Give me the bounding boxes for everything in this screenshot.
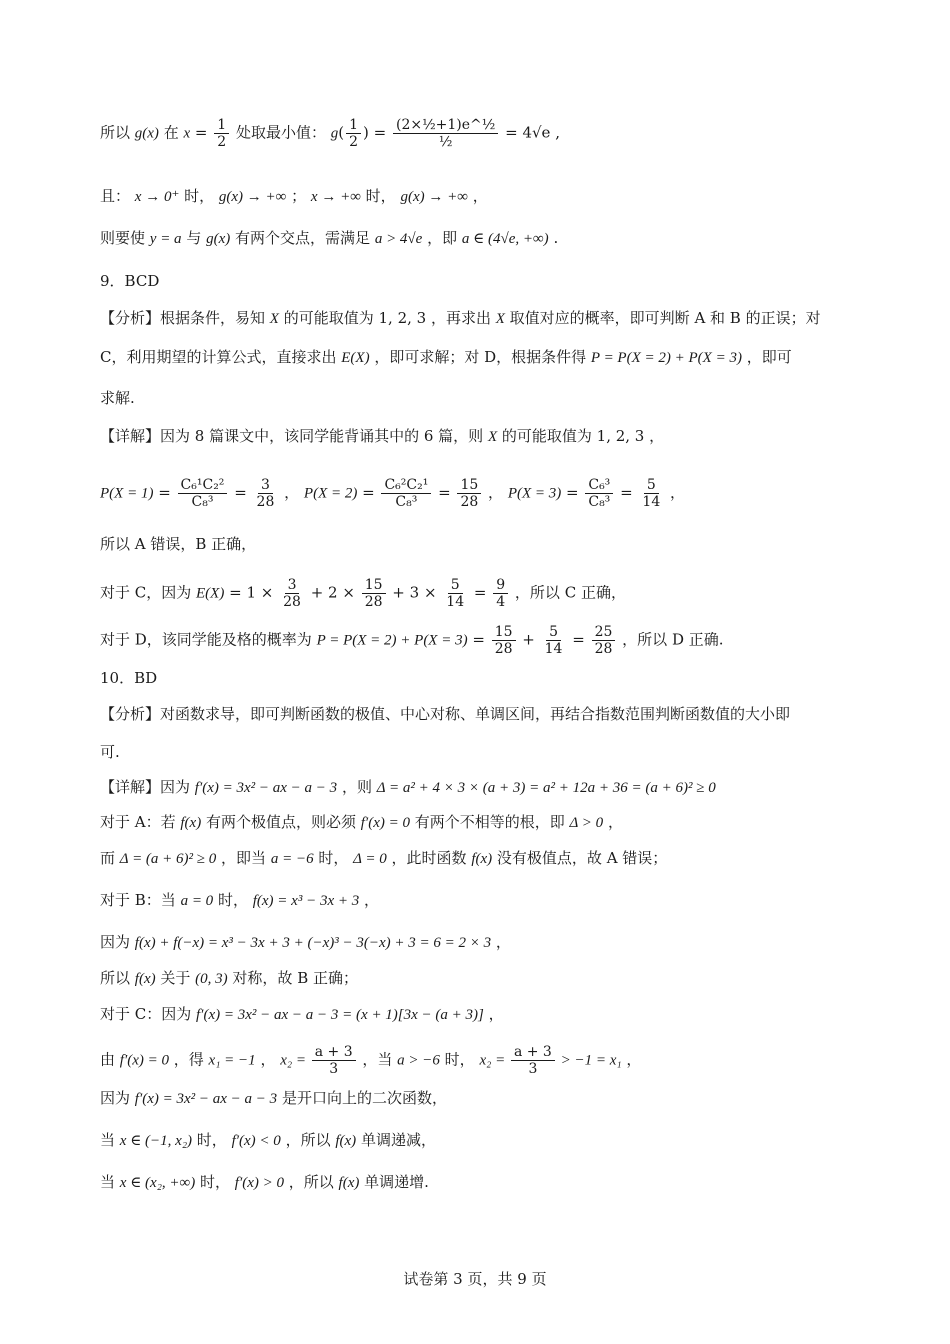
text-run: C，利用期望的计算公式，直接求出 [100, 348, 342, 366]
text-run: 对于 B：当 [100, 891, 181, 909]
text-run: ，所以 [280, 1131, 336, 1149]
text-run: 当 [100, 1173, 120, 1191]
math-expression: a = −6 [270, 851, 314, 867]
text-run: = [357, 483, 380, 502]
fraction [492, 624, 516, 657]
fraction-denominator: 14 [446, 594, 465, 610]
text-run: 对于 C：因为 [100, 1005, 197, 1023]
text-run: 与 [181, 229, 207, 247]
math-expression: Δ > 0 [569, 815, 604, 831]
text-line [100, 307, 854, 330]
fraction-numerator: 3 [258, 477, 273, 494]
math-expression: f′(x) = 0 [360, 815, 410, 831]
text-line [100, 667, 854, 689]
math-expression: P(X = 3) [507, 485, 562, 502]
text-run: = 1 × [224, 583, 279, 602]
fraction [542, 624, 566, 657]
math-expression: X [269, 311, 279, 327]
text-run: 所以 [100, 123, 135, 142]
text-run: ， [621, 1050, 642, 1069]
math-expression: P = P(X = 2) + P(X = 3) [316, 632, 468, 649]
math-expression: y = a [149, 231, 182, 247]
math-expression: X [495, 311, 505, 327]
text-run: ，此时函数 [386, 849, 472, 867]
text-line [100, 1003, 854, 1026]
math-expression: g(x) → +∞ [400, 189, 468, 205]
fraction-numerator: 5 [448, 577, 463, 594]
text-run: 有两个不相等的根，即 [409, 813, 570, 831]
math-expression: x [183, 125, 191, 142]
text-line [100, 931, 854, 954]
text-run: 且： [100, 187, 135, 205]
text-run: 对于 D，该同学能及格的概率为 [100, 630, 317, 649]
text-line [100, 346, 854, 369]
math-expression: a > 4√e [374, 231, 423, 247]
fraction [457, 477, 481, 510]
fraction [393, 117, 498, 150]
fraction-numerator: C₆²C₂¹ [381, 477, 431, 494]
fraction-denominator: 28 [460, 494, 479, 510]
math-expression: a > −6 [397, 1052, 440, 1069]
fraction [346, 117, 361, 150]
text-run: 在 [158, 123, 184, 142]
text-run: 所以 [100, 969, 135, 987]
fraction [312, 1044, 356, 1077]
text-line [100, 703, 854, 725]
fraction-denominator: 28 [283, 594, 301, 610]
text-run: = [190, 123, 213, 142]
fraction-denominator: 28 [594, 641, 613, 657]
text-run: 求解. [100, 389, 135, 407]
text-run: 单调递增. [359, 1173, 429, 1191]
text-run: 的可能取值为 1, 2, 3 ，再求出 [278, 309, 496, 327]
math-expression: > −1 = x₁ [556, 1052, 622, 1069]
math-expression: f′(x) = 0 [119, 1052, 169, 1069]
text-line [100, 477, 854, 510]
fraction-denominator: ½ [438, 134, 453, 150]
math-expression: P = P(X = 2) + P(X = 3) [590, 350, 742, 366]
text-run: 【分析】根据条件，易知 [100, 309, 270, 327]
text-run: 对于 C，因为 [100, 583, 197, 602]
text-run: 因为 [100, 933, 135, 951]
fraction [639, 477, 663, 510]
text-run: 关于 [155, 969, 196, 987]
text-line [100, 741, 854, 763]
fraction-denominator: 28 [494, 641, 513, 657]
math-expression: E(X) [341, 350, 370, 366]
fraction-denominator: 3 [329, 1061, 339, 1077]
fraction-numerator: C₆¹C₂² [178, 477, 228, 494]
text-run: ，即当 [216, 849, 271, 867]
text-line [100, 227, 854, 250]
text-run: ， [359, 891, 380, 909]
text-run: ，所以 D 正确. [617, 630, 724, 649]
text-run: = [229, 483, 252, 502]
fraction-numerator: (2×½+1)e^½ [393, 117, 498, 134]
math-expression: g(x) → +∞ [218, 189, 287, 205]
text-run: 处取最小值： [231, 123, 331, 142]
text-run: ， [603, 813, 623, 831]
text-line [100, 1087, 854, 1110]
math-expression: f(x) = x³ − 3x + 3 [252, 893, 360, 909]
text-run: ， [491, 933, 511, 951]
fraction [214, 117, 229, 150]
math-expression: E(X) [196, 585, 225, 602]
text-run: ，则 [337, 778, 377, 796]
text-run: 时， [213, 891, 253, 909]
text-line [100, 533, 854, 555]
fraction-denominator: 14 [544, 641, 563, 657]
math-expression: x ∈ (−1, x₂) [119, 1133, 193, 1149]
text-line [100, 270, 854, 292]
text-run: 【分析】对函数求导，即可判断函数的极值、中心对称、单调区间，再结合指数范围判断函数值的大小即 [100, 705, 791, 723]
math-expression: f(x) [180, 815, 202, 831]
math-expression: P(X = 2) [303, 485, 358, 502]
math-expression: P(X = 1) [100, 485, 154, 502]
text-run: 则要使 [100, 229, 150, 247]
text-run: ， [483, 1005, 504, 1023]
math-expression: x → 0⁺ [134, 189, 180, 205]
text-line [100, 185, 854, 208]
text-run: 有两个极值点，则必须 [201, 813, 361, 831]
text-line [100, 776, 854, 799]
math-expression: f(x) [335, 1133, 357, 1149]
fraction-numerator: a + 3 [312, 1044, 356, 1061]
fraction-numerator: a + 3 [511, 1044, 555, 1061]
text-run: ， [467, 187, 488, 205]
fraction-numerator: 1 [346, 117, 361, 134]
text-run: ) = [363, 123, 391, 142]
text-run: 有两个交点，需满足 [230, 229, 375, 247]
text-run: 单调递减， [356, 1131, 436, 1149]
math-expression: a ∈ (4√e, +∞) [461, 231, 549, 247]
text-line [100, 811, 854, 834]
fraction [585, 477, 613, 510]
math-expression: x₁ = −1 [208, 1052, 256, 1069]
text-run: 9．BCD [100, 272, 160, 290]
text-run: ( [338, 123, 345, 142]
math-expression: f′(x) = 3x² − ax − a − 3 [194, 780, 338, 796]
math-expression: f′(x) > 0 [234, 1175, 284, 1191]
text-run: = [561, 483, 584, 502]
text-run: 时， [439, 1050, 480, 1069]
text-run: 可. [100, 743, 120, 761]
text-run: = [615, 483, 638, 502]
text-run: 没有极值点，故 A 错误； [492, 849, 668, 867]
text-run: 时， [360, 187, 401, 205]
text-line [100, 624, 854, 657]
fraction [511, 1044, 555, 1077]
text-line [100, 889, 854, 912]
math-expression: f′(x) < 0 [231, 1133, 281, 1149]
text-run: 时， [313, 849, 354, 867]
math-expression: Δ = (a + 6)² ≥ 0 [119, 851, 217, 867]
fraction-numerator: 15 [362, 577, 386, 594]
text-run: = [153, 483, 176, 502]
text-line [100, 1129, 854, 1152]
text-run: 时， [192, 1131, 232, 1149]
text-run: 的可能取值为 1, 2, 3 ， [497, 427, 665, 445]
math-expression: x → +∞ [310, 189, 361, 205]
text-run: = [469, 583, 492, 602]
text-run: ，即 [422, 229, 462, 247]
text-run: = [467, 630, 490, 649]
text-run: = [433, 483, 456, 502]
fraction-numerator: C₆³ [585, 477, 613, 494]
text-run: 因为 [100, 1089, 135, 1107]
math-expression: f′(x) = 3x² − ax − a − 3 = (x + 1)[3x − (a + 3)] [196, 1007, 484, 1023]
math-expression: a = 0 [180, 893, 214, 909]
text-run: 时， [179, 187, 219, 205]
math-expression: g(x) [206, 231, 231, 247]
text-run: 10．BD [100, 669, 158, 687]
text-run: = 4√e , [500, 123, 560, 142]
text-line [100, 1044, 854, 1077]
text-run: ， [279, 483, 304, 502]
text-run: = [567, 630, 590, 649]
math-expression: f(x) + f(−x) = x³ − 3x + 3 + (−x)³ − 3(−x) + 3 = 6 = 2 × 3 [134, 935, 492, 951]
fraction-denominator: C₈³ [588, 494, 611, 510]
fraction-denominator: C₈³ [191, 494, 214, 510]
math-expression: g(x) [134, 125, 159, 142]
fraction-denominator: C₈³ [395, 494, 418, 510]
math-expression: x₂ = [280, 1052, 310, 1069]
math-expression: f(x) [134, 971, 156, 987]
fraction-numerator: 1 [214, 117, 229, 134]
math-expression: X [487, 429, 498, 445]
math-expression: Δ = 0 [353, 851, 387, 867]
text-run: 对称，故 B 正确； [227, 969, 358, 987]
text-run: 【详解】因为 [100, 778, 195, 796]
text-run: + 2 × [305, 583, 360, 602]
fraction [280, 577, 304, 610]
text-run: ，所以 C 正确， [510, 583, 626, 602]
fraction [254, 477, 278, 510]
text-run: ， [483, 483, 508, 502]
text-run: 所以 A 错误，B 正确， [100, 535, 257, 553]
text-line [100, 967, 854, 990]
fraction-numerator: 9 [493, 577, 508, 594]
math-expression: Δ = a² + 4 × 3 × (a + 3) = a² + 12a + 36 = (a + 6)² ≥ 0 [376, 780, 716, 796]
text-line [100, 425, 854, 448]
fraction [362, 577, 386, 610]
math-expression: f(x) [471, 851, 493, 867]
text-run: ， [665, 483, 686, 502]
text-run: 由 [100, 1050, 120, 1069]
fraction-denominator: 28 [256, 494, 275, 510]
math-expression: x₂ = [479, 1052, 509, 1069]
text-run: 取值对应的概率，即可判断 A 和 B 的正误；对 [504, 309, 821, 327]
text-run: 对于 A：若 [100, 813, 181, 831]
text-line [100, 1171, 854, 1194]
text-run: ； [286, 187, 311, 205]
fraction-denominator: 2 [217, 134, 227, 150]
fraction [493, 577, 508, 610]
math-expression: x ∈ (x₂, +∞) [119, 1175, 196, 1191]
text-run: ，当 [357, 1050, 398, 1069]
text-run: + 3 × [387, 583, 442, 602]
fraction [178, 477, 228, 510]
fraction [443, 577, 467, 610]
fraction-numerator: 3 [285, 577, 300, 594]
math-expression: g [330, 125, 339, 142]
fraction-numerator: 15 [492, 624, 516, 641]
math-expression: (0, 3) [195, 971, 228, 987]
fraction-numerator: 5 [644, 477, 659, 494]
text-run: + [517, 630, 540, 649]
fraction [592, 624, 616, 657]
text-run: ，得 [169, 1050, 209, 1069]
page-footer: 试卷第 3 页，共 9 页 [403, 1270, 547, 1288]
math-expression: f′(x) = 3x² − ax − a − 3 [134, 1091, 278, 1107]
fraction-denominator: 28 [364, 594, 383, 610]
text-run: ，即可 [741, 348, 792, 366]
text-run: ，所以 [284, 1173, 339, 1191]
text-line [100, 117, 854, 150]
text-run: . [548, 229, 559, 247]
text-run: 是开口向上的二次函数， [277, 1089, 447, 1107]
fraction-denominator: 4 [496, 594, 506, 610]
text-run: 当 [100, 1131, 120, 1149]
fraction [381, 477, 431, 510]
text-run: 而 [100, 849, 120, 867]
fraction-numerator: 5 [546, 624, 561, 641]
fraction-numerator: 25 [592, 624, 616, 641]
text-run: ，即可求解；对 D，根据条件得 [369, 348, 591, 366]
text-line [100, 577, 854, 610]
fraction-numerator: 15 [457, 477, 481, 494]
text-run: 【详解】因为 8 篇课文中，该同学能背诵其中的 6 篇，则 [100, 427, 488, 445]
fraction-denominator: 3 [528, 1061, 538, 1077]
text-run: ， [255, 1050, 281, 1069]
math-expression: f(x) [338, 1175, 360, 1191]
text-line [100, 387, 854, 409]
text-run: 时， [195, 1173, 235, 1191]
text-line [100, 847, 854, 870]
fraction-denominator: 14 [642, 494, 661, 510]
fraction-denominator: 2 [349, 134, 359, 150]
